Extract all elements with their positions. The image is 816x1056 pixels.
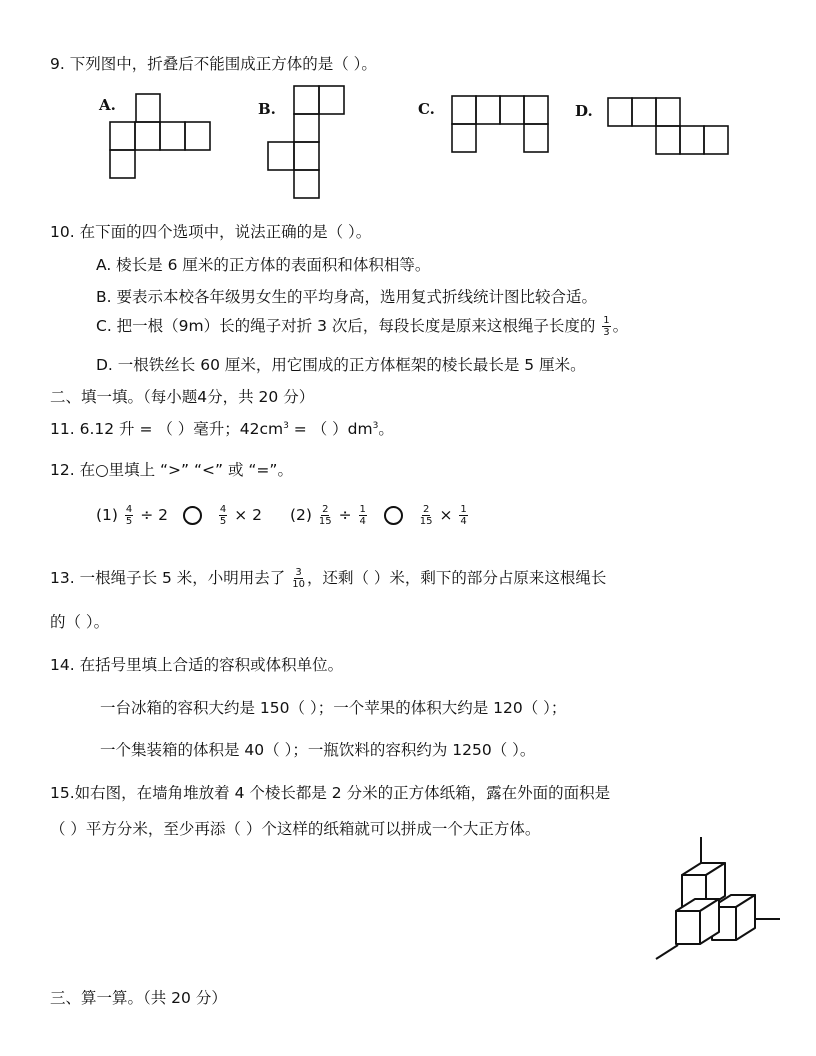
fraction — [359, 504, 367, 527]
fraction — [125, 504, 133, 527]
fraction-denominator: 5 — [219, 516, 227, 527]
question-14: 14. 在括号里填上合适的容积或体积单位。 — [50, 656, 344, 674]
q10-option-c-end: 。 — [612, 317, 629, 335]
q12-part-2-label: (2) — [290, 506, 312, 524]
q13-part-2: ，还剩（ ）米，剩下的部分占原来这根绳长 — [306, 569, 607, 587]
fraction-numerator: 1 — [460, 504, 467, 515]
fraction-numerator: 4 — [219, 504, 227, 515]
net-c-diagram — [450, 94, 552, 154]
q12-part-2 — [290, 504, 470, 527]
section-3-heading: 三、算一算。（共 20 分） — [50, 989, 227, 1007]
q10-option-d: D. 一根铁丝长 60 厘米，用它围成的正方体框架的棱长最长是 5 厘米。 — [96, 356, 586, 374]
q14-line-1: 一台冰箱的容积大约是 150（ ）；一个苹果的体积大约是 120（ ）； — [100, 699, 567, 717]
q10-option-c-fraction — [602, 315, 610, 338]
fraction — [319, 504, 332, 527]
question-12: 12. 在○里填上 “>” “<” 或 “=”。 — [50, 461, 293, 479]
net-a-diagram — [108, 92, 212, 180]
q11-part-3: 。 — [378, 420, 394, 438]
operator: × 2 — [234, 506, 262, 524]
operator: × — [439, 506, 453, 524]
option-b-label: B. — [258, 100, 276, 118]
fraction — [292, 567, 305, 590]
fraction-denominator: 10 — [292, 579, 305, 590]
fraction-denominator: 15 — [419, 516, 433, 527]
fraction-numerator: 1 — [603, 315, 610, 326]
fraction-denominator: 5 — [125, 516, 133, 527]
stacked-cubes-diagram — [650, 835, 784, 961]
compare-circle-2[interactable] — [384, 506, 403, 525]
question-10: 10. 在下面的四个选项中，说法正确的是（ ）。 — [50, 223, 372, 241]
q10-option-b: B. 要表示本校各年级男女生的平均身高，选用复式折线统计图比较合适。 — [96, 288, 597, 306]
q12-part-1 — [96, 504, 262, 527]
compare-circle-1[interactable] — [183, 506, 202, 525]
fraction-denominator: 4 — [359, 516, 366, 527]
fraction-numerator: 1 — [359, 504, 366, 515]
question-15: 15.如右图，在墙角堆放着 4 个棱长都是 2 分米的正方体纸箱，露在外面的面积是 — [50, 784, 611, 802]
fraction-denominator: 15 — [318, 516, 332, 527]
question-15-line-2: （ ）平方分米，至少再添（ ）个这样的纸箱就可以拼成一个大正方体。 — [50, 820, 541, 838]
option-c-label: C. — [418, 100, 435, 118]
section-2-heading: 二、填一填。（每小题4分，共 20 分） — [50, 388, 315, 406]
net-d-diagram — [606, 96, 730, 156]
question-13 — [50, 566, 606, 590]
fraction-denominator: 4 — [460, 516, 467, 527]
operator: ÷ — [338, 506, 352, 524]
fraction-numerator: 2 — [322, 504, 329, 515]
question-11 — [50, 417, 394, 439]
q11-superscript-1: 3 — [283, 420, 289, 431]
q13-part-1: 13. 一根绳子长 5 米，小明用去了 — [50, 569, 286, 587]
fraction-numerator: 4 — [125, 504, 133, 515]
q10-option-a: A. 棱长是 6 厘米的正方体的表面积和体积相等。 — [96, 256, 431, 274]
question-13-line-2: 的（ ）。 — [50, 613, 110, 631]
q11-superscript-2: 3 — [372, 420, 379, 431]
question-9: 9. 下列图中，折叠后不能围成正方体的是（ ）。 — [50, 55, 377, 73]
q10-option-c — [96, 314, 628, 338]
q11-part-1: 11. 6.12 升 = （ ）毫升；42cm — [50, 420, 284, 438]
option-a-label: A. — [99, 96, 116, 114]
option-d-label: D. — [575, 102, 593, 120]
operator: ÷ 2 — [140, 506, 168, 524]
q14-line-2: 一个集装箱的体积是 40（ ）；一瓶饮料的容积约为 1250（ ）。 — [100, 741, 536, 759]
fraction-denominator: 3 — [603, 327, 610, 338]
fraction-numerator: 3 — [295, 567, 302, 578]
q11-part-2: = （ ）dm — [288, 420, 373, 438]
fraction — [219, 504, 227, 527]
fraction — [420, 504, 433, 527]
q12-part-1-label: (1) — [96, 506, 118, 524]
net-b-diagram — [266, 84, 346, 200]
fraction — [459, 504, 467, 527]
q10-option-c-text: C. 把一根（9m）长的绳子对折 3 次后，每段长度是原来这根绳子长度的 — [96, 317, 596, 335]
fraction-numerator: 2 — [422, 504, 430, 515]
